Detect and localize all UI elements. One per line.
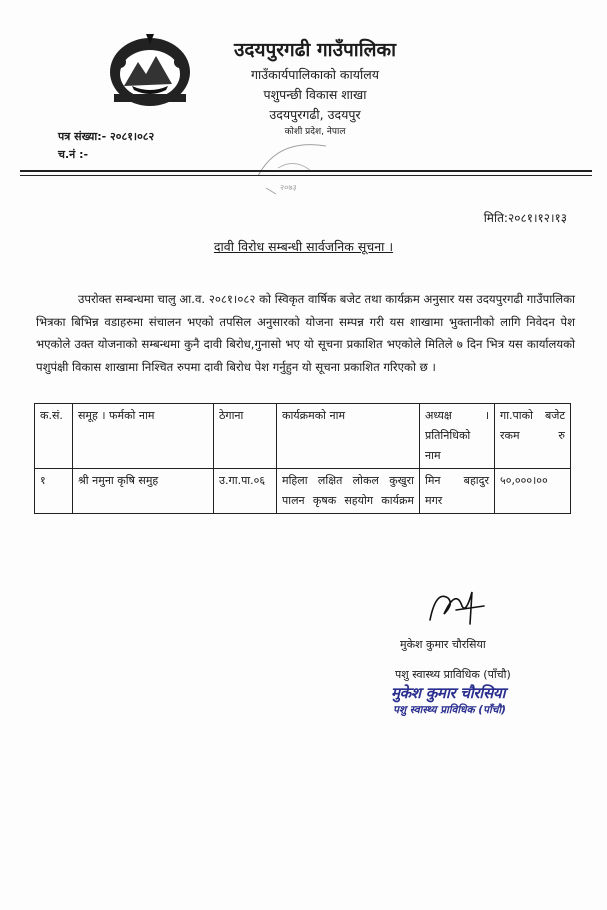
header-serial: क.सं.: [35, 404, 73, 469]
municipality-name: उदयपुरगढी गाउँपालिका: [233, 39, 397, 61]
stamp-signatory-post: पशु स्वास्थ्य प्राविधिक (पाँचौ): [393, 704, 506, 716]
nepal-emblem-logo: [106, 28, 194, 110]
section-name: पशुपन्छी विकास शाखा: [263, 87, 367, 102]
svg-text:२०७३: २०७३: [280, 183, 297, 192]
header-budget: गा.पाको बजेट रकम रु: [495, 404, 571, 469]
cell-budget: ५०,०००।००: [495, 469, 571, 514]
table-row: [35, 469, 571, 514]
dispatch-number: च.नं :-: [58, 148, 89, 161]
office-round-stamp: [248, 128, 340, 196]
header-divider: [20, 170, 592, 172]
table-header-row: [35, 404, 571, 469]
cell-serial: १: [35, 469, 73, 514]
signatory-name: मुकेश कुमार चौरसिया: [400, 638, 486, 651]
signatory-post: पशु स्वास्थ्य प्राविधिक (पाँचौ): [395, 668, 511, 681]
notice-body: उपरोक्त सम्बन्धमा चालु आ.व. २०८१।०८२ को स्विकृत वार्षिक बजेट तथा कार्यक्रम अनुसार यस उदयपुरगढी गाउँपालिका भित्रका बिभिन्न वडाहरुमा संचालन भएको तपसिल अनुसारको योजना सम्पन्न गरी यस शाखामा भुक्तानीको लागि निवेदन पेश भएकोले उक्त योजनाको सम्बन्धमा कुनै दावी बिरोध,गुनासो भए यो सूचना प्रकाशित भएकोले मितिले ७ दिन भित्र यस कार्यालयको पशुपंक्षी विकास शाखामा निश्चित रुपमा दावी बिरोध पेश गर्नुहुन यो सूचना प्रकाशित गरिएको छ ।: [36, 292, 575, 374]
handwritten-signature: [426, 584, 488, 630]
cell-address: उ.गा.पा.०६: [214, 469, 277, 514]
subject-text: दावी विरोध सम्बन्धी सार्वजनिक सूचना ।: [213, 239, 394, 254]
letter-number: पत्र संख्या:- २०८१।०८२: [58, 130, 155, 143]
cell-chairperson: मिन बहादुर मगर: [420, 469, 495, 514]
notice-date: मिति:२०८१।१२।१३: [483, 211, 567, 225]
letterhead: [200, 36, 430, 137]
header-group: समूह । फर्मको नाम: [73, 404, 214, 469]
office-location: उदयपुरगढी, उदयपुर: [269, 107, 361, 122]
header-program: कार्यक्रमको नाम: [277, 404, 420, 469]
header-divider-thin: [20, 175, 592, 176]
project-table: [34, 403, 571, 514]
cell-group: श्री नमुना कृषि समुह: [73, 469, 214, 514]
notice-subject: [0, 238, 607, 255]
stamp-signatory-name: मुकेश कुमार चौरसिया: [391, 684, 506, 702]
header-address: ठेगाना: [214, 404, 277, 469]
cell-program: महिला लक्षित लोकल कुखुरा पालन कृषक सहयोग कार्यक्रम: [277, 469, 420, 514]
office-name: गाउँकार्यपालिकाको कार्यालय: [251, 67, 379, 82]
province-name: कोशी प्रदेश, नेपाल: [284, 127, 346, 137]
header-chairperson: अध्यक्ष । प्रतिनिधिको नाम: [420, 404, 495, 469]
